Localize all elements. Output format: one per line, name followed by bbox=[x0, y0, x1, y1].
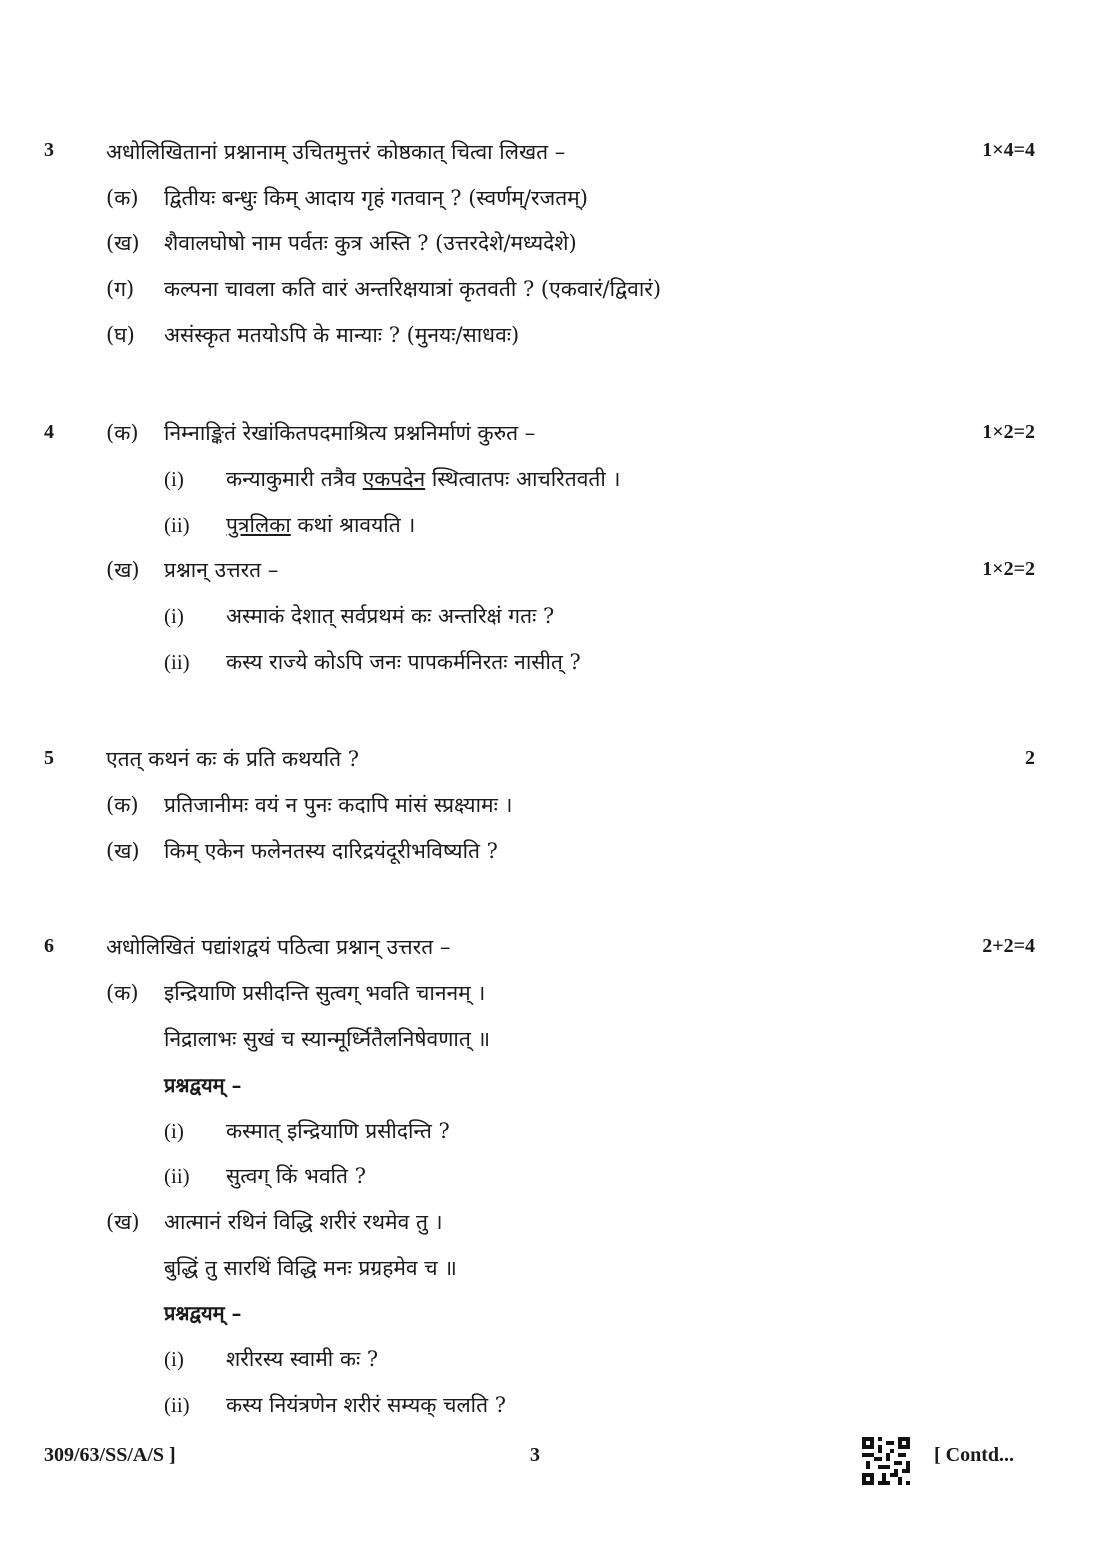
list-item bbox=[164, 510, 415, 540]
question-marks: 1×2=2 bbox=[982, 558, 1035, 580]
underlined-word: एकपदेन bbox=[362, 467, 426, 491]
question-number: 4 bbox=[44, 421, 54, 443]
list-item bbox=[164, 601, 554, 631]
item-label: (ii) bbox=[164, 1393, 190, 1417]
list-item bbox=[164, 1161, 366, 1191]
question-instruction: अधोलिखितानां प्रश्नानाम् उचितमुत्तरं कोष्ठकात् चित्वा लिखत – bbox=[106, 140, 566, 164]
item-text: कन्याकुमारी तत्रैव bbox=[226, 467, 363, 491]
item-text: कस्य राज्ये कोऽपि जनः पापकर्मनिरतः नासीत् ? bbox=[226, 650, 581, 674]
item-text: प्रश्नान् उत्तरत – bbox=[164, 558, 279, 582]
item-text: कथां श्रावयति । bbox=[290, 513, 416, 537]
item-text: शरीरस्य स्वामी कः ? bbox=[226, 1347, 379, 1371]
list-item bbox=[106, 274, 661, 304]
question-marks: 2 bbox=[1025, 747, 1035, 769]
item-label: (ii) bbox=[164, 650, 190, 674]
item-label: (i) bbox=[164, 1119, 184, 1143]
item-text: किम् एकेन फलेनतस्य दारिद्रयंदूरीभविष्यति ? bbox=[164, 839, 498, 863]
underlined-word: पुत्रलिका bbox=[226, 513, 291, 537]
list-item bbox=[106, 790, 512, 820]
question-marks: 1×4=4 bbox=[982, 139, 1035, 161]
questions-heading: प्रश्नद्वयम् – bbox=[164, 1073, 242, 1097]
list-item bbox=[164, 1116, 450, 1146]
verse-line bbox=[106, 1207, 443, 1237]
item-label: (i) bbox=[164, 604, 184, 628]
subquestion-instruction bbox=[106, 418, 535, 448]
item-text: प्रतिजानीमः वयं न पुनः कदापि मांसं स्प्रक्ष्यामः । bbox=[164, 793, 513, 817]
question-number: 5 bbox=[44, 747, 54, 769]
qr-code-icon bbox=[862, 1437, 910, 1485]
item-text: निम्नाङ्कितं रेखांकितपदमाश्रित्य प्रश्ननिर्माणं कुरुत – bbox=[164, 421, 536, 445]
item-text: कस्मात् इन्द्रियाणि प्रसीदन्ति ? bbox=[226, 1119, 450, 1143]
verse-line: निद्रालाभः सुखं च स्यान्मूर्ध्नितैलनिषेवणात् ॥ bbox=[164, 1027, 491, 1051]
list-item bbox=[164, 1390, 506, 1420]
item-label: (ख) bbox=[106, 839, 140, 863]
item-text: असंस्कृत मतयोऽपि के मान्याः ? (मुनयः/साधवः) bbox=[164, 323, 520, 347]
paper-code: 309/63/SS/A/S ] bbox=[44, 1444, 176, 1466]
item-label: (क) bbox=[106, 793, 139, 817]
item-text: अस्माकं देशात् सर्वप्रथमं कः अन्तरिक्षं गतः ? bbox=[226, 604, 555, 628]
question-marks: 2+2=4 bbox=[982, 935, 1035, 957]
item-label: (क) bbox=[106, 186, 139, 210]
item-text: सुत्वग् किं भवति ? bbox=[226, 1164, 366, 1188]
item-label: (ग) bbox=[106, 277, 135, 301]
verse-line bbox=[106, 978, 485, 1008]
item-text: कस्य नियंत्रणेन शरीरं सम्यक् चलति ? bbox=[226, 1393, 507, 1417]
list-item bbox=[106, 183, 588, 213]
question-instruction: अधोलिखितं पद्यांशद्वयं पठित्वा प्रश्नान् उत्तरत – bbox=[106, 935, 451, 959]
verse-text: इन्द्रियाणि प्रसीदन्ति सुत्वग् भवति चाननम् । bbox=[164, 981, 486, 1005]
question-number: 6 bbox=[44, 935, 54, 957]
item-text: स्थित्वातपः आचरितवती । bbox=[425, 467, 621, 491]
item-label: (ii) bbox=[164, 1164, 190, 1188]
list-item bbox=[106, 836, 498, 866]
verse-text: आत्मानं रथिनं विद्धि शरीरं रथमेव तु । bbox=[164, 1210, 443, 1234]
continued-label: [ Contd... bbox=[934, 1444, 1015, 1466]
question-number: 3 bbox=[44, 139, 54, 161]
item-label: (क) bbox=[106, 981, 139, 1005]
verse-line: बुद्धिं तु सारथिं विद्धि मनः प्रग्रहमेव च ॥ bbox=[164, 1256, 457, 1280]
questions-heading: प्रश्नद्वयम् – bbox=[164, 1301, 242, 1325]
item-label: (i) bbox=[164, 467, 184, 491]
list-item bbox=[164, 1344, 378, 1374]
item-text: द्वितीयः बन्धुः किम् आदाय गृहं गतवान् ? (स्वर्णम्/रजतम्) bbox=[164, 186, 588, 210]
item-label: (i) bbox=[164, 1347, 184, 1371]
item-label: (ii) bbox=[164, 513, 190, 537]
item-label: (घ) bbox=[106, 323, 135, 347]
item-label: (ख) bbox=[106, 231, 140, 255]
list-item bbox=[106, 228, 577, 258]
item-label: (क) bbox=[106, 421, 139, 445]
item-label: (ख) bbox=[106, 1210, 140, 1234]
question-instruction: एतत् कथनं कः कं प्रति कथयति ? bbox=[106, 747, 360, 771]
item-text: कल्पना चावला कति वारं अन्तरिक्षयात्रां कृतवती ? (एकवारं/द्विवारं) bbox=[164, 277, 662, 301]
list-item bbox=[106, 320, 519, 350]
subquestion-instruction bbox=[106, 555, 278, 585]
page-number: 3 bbox=[530, 1444, 540, 1466]
item-label: (ख) bbox=[106, 558, 140, 582]
item-text: शैवालघोषो नाम पर्वतः कुत्र अस्ति ? (उत्तरदेशे/मध्यदेशे) bbox=[164, 231, 577, 255]
list-item bbox=[164, 464, 620, 494]
question-marks: 1×2=2 bbox=[982, 421, 1035, 443]
list-item bbox=[164, 647, 581, 677]
